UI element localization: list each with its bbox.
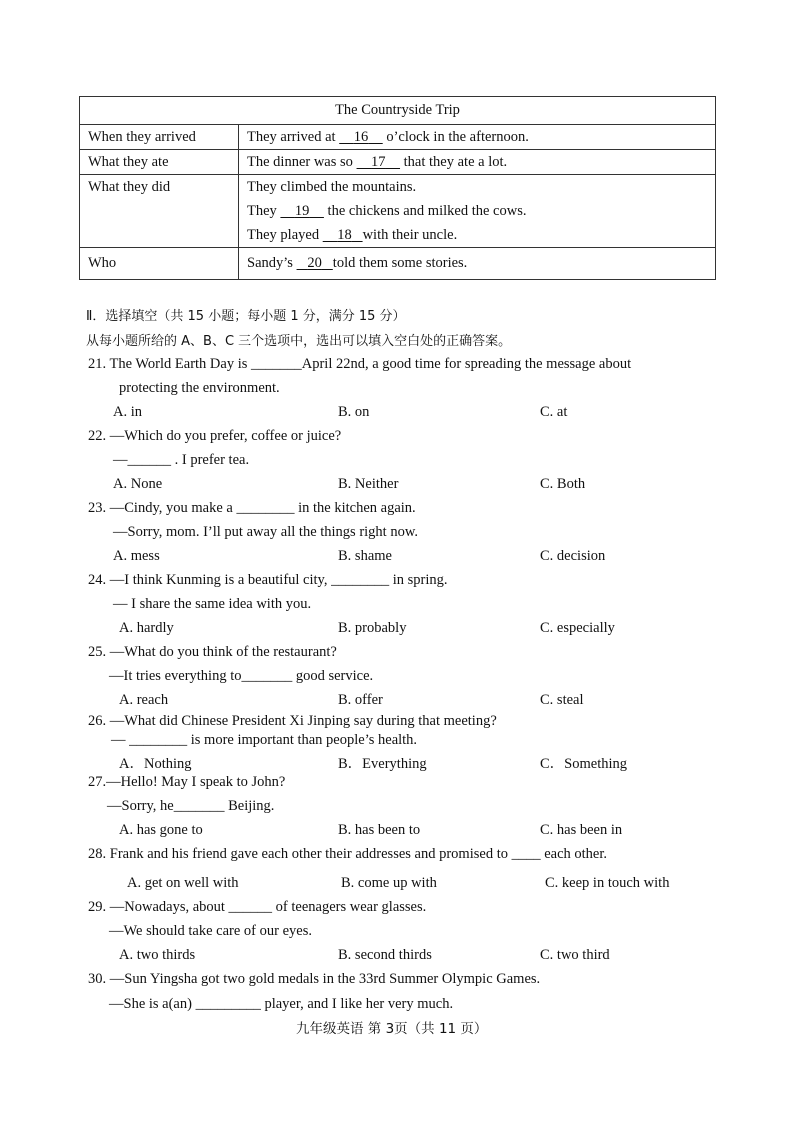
question-21: 21. The World Earth Day is _______April 22nd, a good time for spreading the message about: [88, 356, 632, 372]
question-25: 25. —What do you think of the restaurant?: [88, 644, 337, 660]
row-content: Sandy’s 20 told them some stories.: [239, 248, 716, 280]
question-22: 22. —Which do you prefer, coffee or juice?: [88, 428, 342, 444]
row-label: What they ate: [80, 150, 239, 175]
row-label: What they did: [80, 175, 239, 248]
option-c: C. especially: [540, 620, 615, 636]
option-a: A. in: [113, 404, 142, 420]
option-b: B. probably: [338, 620, 407, 636]
question-24-reply: — I share the same idea with you.: [113, 596, 312, 612]
question-26: 26. —What did Chinese President Xi Jinping say during that meeting?: [88, 713, 497, 729]
row-content: The dinner was so 17 that they ate a lot.: [239, 150, 716, 175]
option-c: C. keep in touch with: [545, 875, 670, 891]
option-c: C．Something: [540, 756, 628, 772]
question-30: 30. —Sun Yingsha got two gold medals in the 33rd Summer Olympic Games.: [88, 971, 541, 987]
option-a: A. mess: [113, 548, 160, 564]
question-28: 28. Frank and his friend gave each other their addresses and promised to ____ each other.: [88, 846, 608, 862]
option-c: C. decision: [540, 548, 606, 564]
blank-16: 16: [353, 129, 369, 145]
option-b: B. Neither: [338, 476, 399, 492]
option-b: B. shame: [338, 548, 392, 564]
page-footer: 九年级英语 第 3页（共 11 页）: [296, 1021, 488, 1037]
option-c: C. steal: [540, 692, 584, 708]
blank-17: 17: [371, 154, 386, 170]
option-b: B. on: [338, 404, 370, 420]
blank-18: 18: [337, 227, 352, 243]
row-label: Who: [80, 248, 239, 280]
row-label: When they arrived: [80, 125, 239, 150]
option-a: A. hardly: [119, 620, 174, 636]
option-a: A. get on well with: [127, 875, 239, 891]
question-24: 24. —I think Kunming is a beautiful city, ________ in spring.: [88, 572, 448, 588]
table-row: [80, 175, 716, 248]
option-a: A. None: [113, 476, 163, 492]
option-a: A. two thirds: [119, 947, 196, 963]
option-c: C. has been in: [540, 822, 623, 838]
blank-19: 19: [294, 203, 310, 219]
section-instruction: 从每小题所给的 A、B、C 三个选项中，选出可以填入空白处的正确答案。: [86, 334, 512, 349]
option-b: B. has been to: [338, 822, 421, 838]
question-23: 23. —Cindy, you make a ________ in the kitchen again.: [88, 500, 416, 516]
question-29-reply: —We should take care of our eyes.: [109, 923, 312, 939]
option-b: B. second thirds: [338, 947, 432, 963]
question-21-cont: protecting the environment.: [119, 380, 280, 396]
question-29: 29. —Nowadays, about ______ of teenagers wear glasses.: [88, 899, 427, 915]
question-25-reply: —It tries everything to_______ good service.: [109, 668, 374, 684]
table-title: The Countryside Trip: [80, 97, 716, 125]
row-content: They arrived at 16 o’clock in the afternoon.: [239, 125, 716, 150]
option-c: C. two third: [540, 947, 610, 963]
question-27: 27.—Hello! May I speak to John?: [88, 774, 286, 790]
option-c: C. at: [540, 404, 568, 420]
section-title: Ⅱ．选择填空（共 15 小题；每小题 1 分，满分 15 分）: [86, 309, 406, 324]
question-22-reply: —______ . I prefer tea.: [113, 452, 250, 468]
question-26-reply: — ________ is more important than people’s health.: [111, 732, 418, 748]
table-row: [80, 125, 716, 150]
option-a: A. has gone to: [119, 822, 203, 838]
question-23-reply: —Sorry, mom. I’ll put away all the things right now.: [113, 524, 418, 540]
option-a: A．Nothing: [119, 756, 192, 772]
question-30-reply: —She is a(an) _________ player, and I like her very much.: [109, 996, 454, 1012]
table-row: [80, 150, 716, 175]
trip-table: [79, 96, 716, 280]
table-row: [80, 248, 716, 280]
option-b: B．Everything: [338, 756, 427, 772]
option-c: C. Both: [540, 476, 586, 492]
blank-20: 20: [307, 255, 322, 271]
option-a: A. reach: [119, 692, 169, 708]
row-content: They climbed the mountains. They 19 the chickens and milked the cows. They played 18 with their uncle.: [239, 175, 716, 248]
option-b: B. offer: [338, 692, 383, 708]
option-b: B. come up with: [341, 875, 437, 891]
question-27-reply: —Sorry, he_______ Beijing.: [107, 798, 275, 814]
